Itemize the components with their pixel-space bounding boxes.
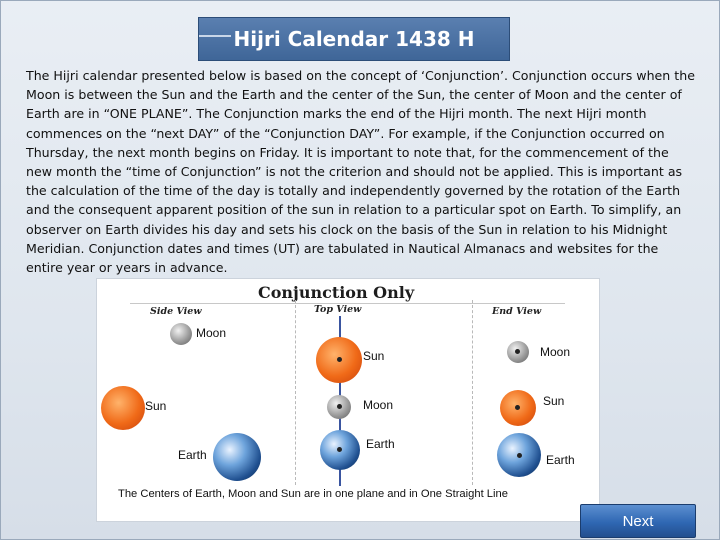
side-earth-label: Earth [178, 448, 207, 462]
top-earth-center-dot [337, 447, 342, 452]
intro-paragraph: The Hijri calendar presented below is based on the concept of ‘Conjunction’. Conjunction occurs when the Moon is between the Sun and the Earth and the center of the Sun, the center of Moon and the center of Earth are in “ONE PLANE”. The Conjunction marks the end of the Hijri month. The next Hijri month commences on the “next DAY” of the “Conjunction DAY”. For example, if the Conjunction occurred on Thursday, the next month begins on Friday. It is important to note that, for the commencement of the new month the “time of Conjunction” is not the criterion and should not be applied. This is important as the calculation of the time of the day is totally and independently governed by the rotation of the Earth and the consequent apparent position of the sun in relation to a particular spot on Earth. To simplify, an observer on Earth divides his day and sets his clock on the basis of the Sun in relation to his Midnight Meridian. Conjunction dates and times (UT) are tabulated in Nautical Almanacs and websites for the entire year or years in advance. [26, 68, 695, 276]
end-earth-center-dot [517, 453, 522, 458]
side-view-label: Side View [150, 306, 202, 317]
next-button[interactable]: Next [580, 504, 696, 538]
side-sun-label: Sun [145, 399, 167, 413]
side-moon-label: Moon [196, 326, 227, 340]
side-moon-icon [170, 323, 192, 345]
end-sun-label: Sun [543, 394, 565, 408]
end-view-label: End View [492, 306, 542, 317]
end-moon-center-dot [515, 349, 520, 354]
page-title: Hijri Calendar 1438 H [198, 17, 510, 61]
side-earth-icon [213, 433, 261, 481]
divider-left [295, 300, 297, 485]
top-sun-center-dot [337, 357, 342, 362]
side-sun-icon [101, 386, 145, 430]
divider-right [472, 300, 474, 485]
end-sun-center-dot [515, 405, 520, 410]
top-view-label: Top View [314, 304, 362, 315]
figure-title: Conjunction Only [258, 283, 415, 302]
figure-caption: The Centers of Earth, Moon and Sun are in one plane and in One Straight Line [118, 488, 508, 500]
end-moon-label: Moon [540, 345, 571, 359]
end-earth-label: Earth [546, 453, 575, 467]
top-moon-center-dot [337, 404, 342, 409]
top-sun-label: Sun [363, 349, 385, 363]
title-accent-line [199, 35, 231, 37]
top-moon-label: Moon [363, 398, 394, 412]
top-earth-label: Earth [366, 437, 395, 451]
